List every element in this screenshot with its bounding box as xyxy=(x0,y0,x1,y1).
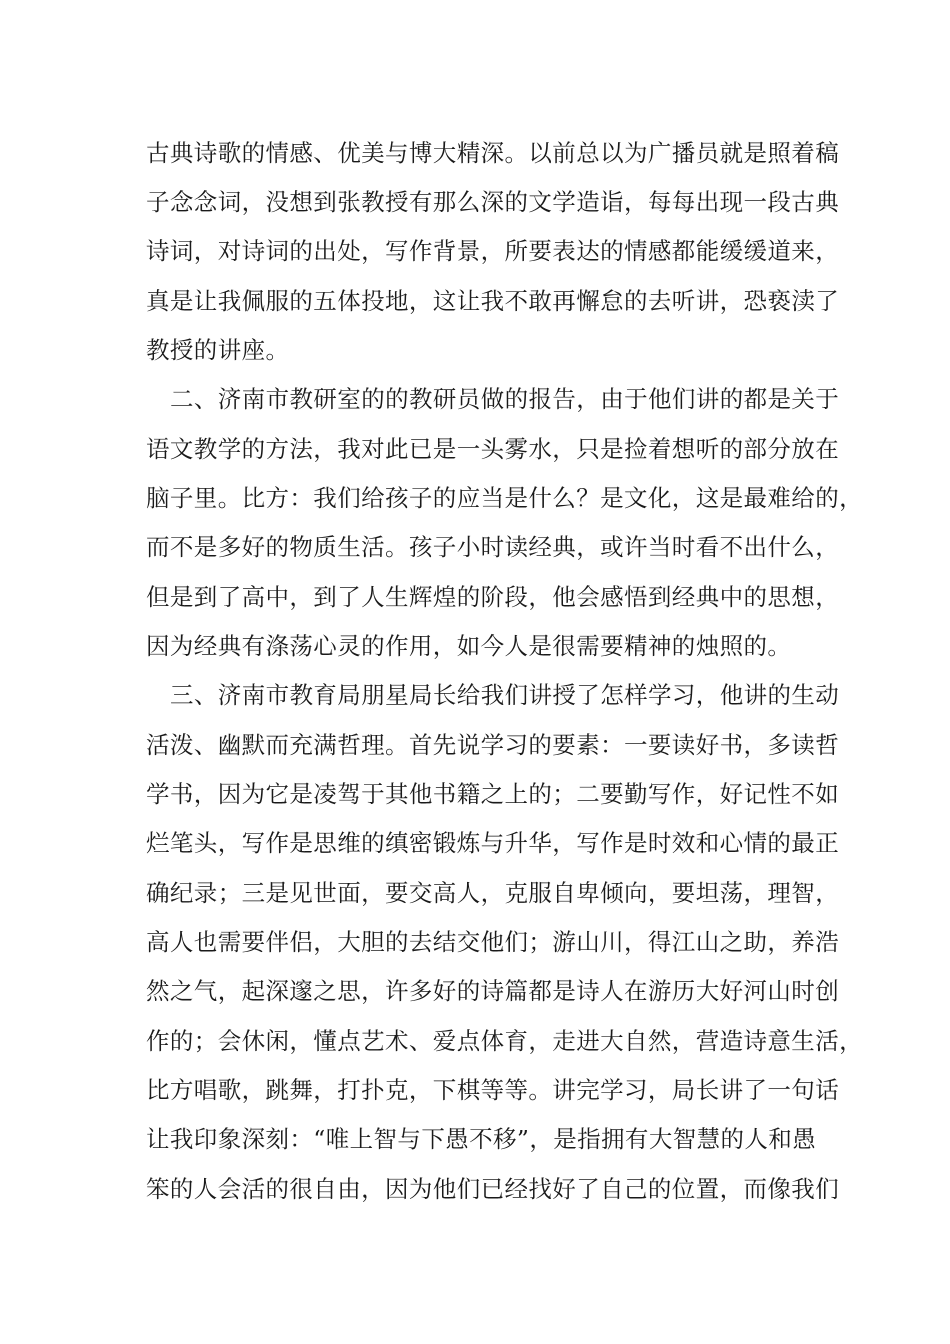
text-line: 而不是多好的物质生活。孩子小时读经典，或许当时看不出什么， xyxy=(146,533,840,561)
text-line: 比方唱歌，跳舞，打扑克，下棋等等。讲完学习，局长讲了一句话 xyxy=(146,1076,840,1104)
text-line: 确纪录；三是见世面，要交高人，克服自卑倾向，要坦荡，理智， xyxy=(146,879,840,907)
text-line: 笨的人会活的很自由，因为他们已经找好了自己的位置，而像我们 xyxy=(146,1175,840,1203)
paragraph-start-line: 三、济南市教育局朋星局长给我们讲授了怎样学习，他讲的生动 xyxy=(170,681,840,709)
text-line: 烂笔头，写作是思维的缜密锻炼与升华，写作是时效和心情的最正 xyxy=(146,829,840,857)
text-line: 诗词，对诗词的出处，写作背景，所要表达的情感都能缓缓道来， xyxy=(146,237,840,265)
text-line: 语文教学的方法，我对此已是一头雾水，只是捡着想听的部分放在 xyxy=(146,435,840,463)
paragraph-start-line: 二、济南市教研室的的教研员做的报告，由于他们讲的都是关于 xyxy=(170,385,840,413)
text-line: 学书，因为它是凌驾于其他书籍之上的；二要勤写作，好记性不如 xyxy=(146,780,840,808)
text-line: 教授的讲座。 xyxy=(146,336,290,364)
text-line: 高人也需要伴侣，大胆的去结交他们；游山川，得江山之助，养浩 xyxy=(146,928,840,956)
text-line: 脑子里。比方：我们给孩子的应当是什么？是文化，这是最难给的， xyxy=(146,484,863,512)
text-line: 子念念词，没想到张教授有那么深的文学造诣，每每出现一段古典 xyxy=(146,188,840,216)
text-line: 因为经典有涤荡心灵的作用，如今人是很需要精神的烛照的。 xyxy=(146,632,792,660)
text-line: 作的；会休闲，懂点艺术、爱点体育，走进大自然，营造诗意生活， xyxy=(146,1027,863,1055)
text-line: 古典诗歌的情感、优美与博大精深。以前总以为广播员就是照着稿 xyxy=(146,139,840,167)
text-line: 真是让我佩服的五体投地，这让我不敢再懈怠的去听讲，恐亵渎了 xyxy=(146,287,840,315)
text-line: 让我印象深刻：“唯上智与下愚不移”，是指拥有大智慧的人和愚 xyxy=(146,1125,817,1153)
text-line: 然之气，起深邃之思，许多好的诗篇都是诗人在游历大好河山时创 xyxy=(146,977,840,1005)
text-line: 但是到了高中，到了人生辉煌的阶段，他会感悟到经典中的思想， xyxy=(146,583,840,611)
text-line: 活泼、幽默而充满哲理。首先说学习的要素：一要读好书，多读哲 xyxy=(146,731,840,759)
